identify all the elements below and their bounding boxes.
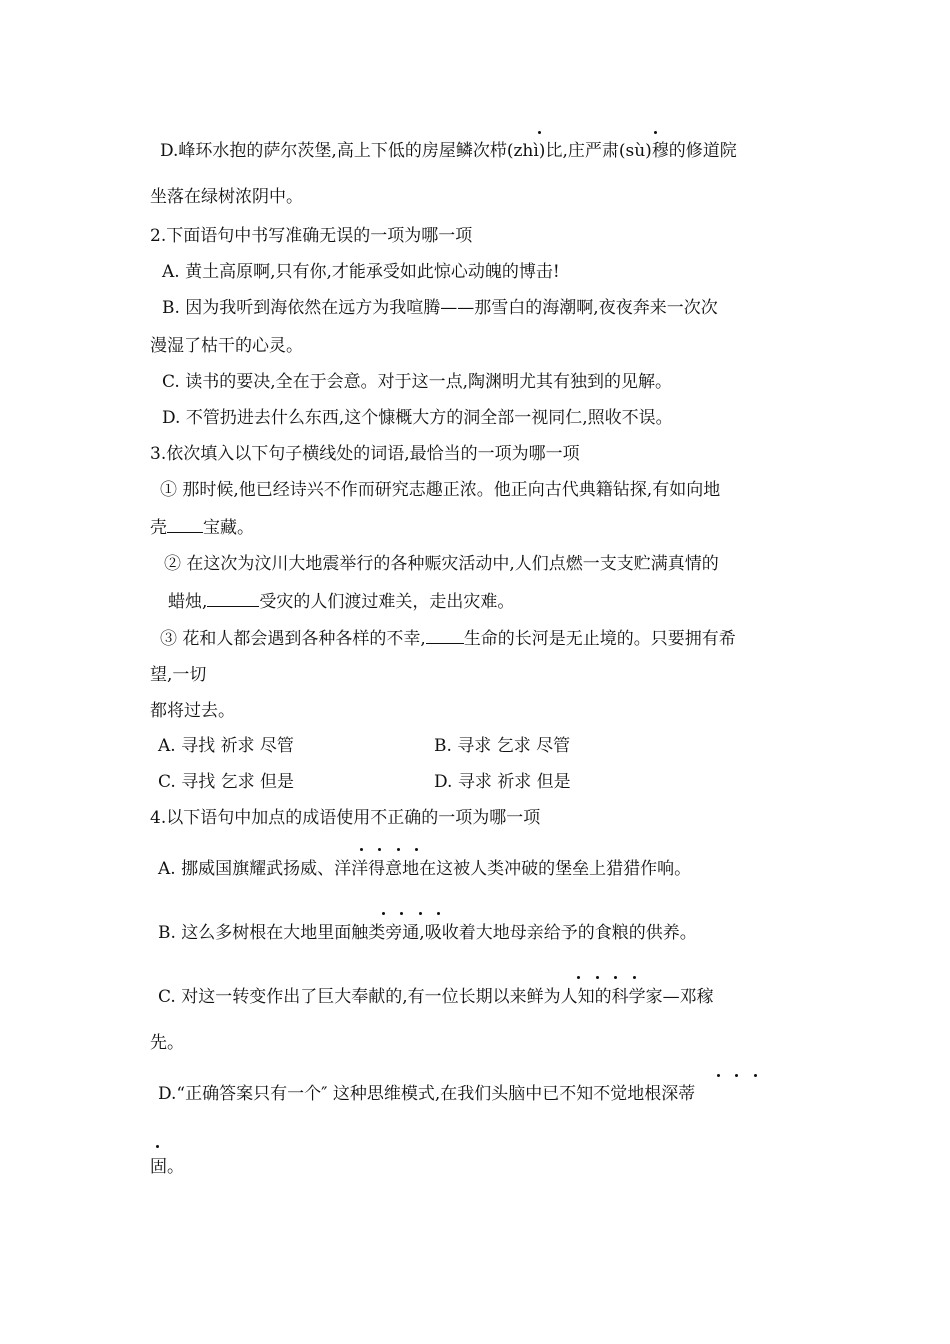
q3-option-d: D. 寻求 祈求 但是 [434,772,571,792]
q2-stem: 2.下面语句中书写准确无误的一项为哪一项 [150,226,473,246]
q4-option-b: B. 这么多树根在大地里面触类旁通,吸收着大地母亲给予的食粮的供养。 [158,923,697,943]
q3-sentence1-line1: ① 那时候,他已经诗兴不作而研究志趣正浓。他正向古代典籍钻探,有如向地 [160,480,721,500]
q3-sentence1-line2 [150,516,254,540]
fill-blank-2 [207,590,259,607]
q4-stem: 4.以下语句中加点的成语使用不正确的一项为哪一项 [150,808,541,828]
q3-sentence3-after-blank: 生命的长河是无止境的。只要拥有希 [463,629,736,649]
q1-option-d-line2: 坐落在绿树浓阴中。 [150,187,303,207]
q3-sentence2-after-blank: 受灾的人们渡过难关，走出灾难。 [259,592,515,612]
q3-sentence2-before-blank: 蜡烛, [168,592,208,612]
emphasis-dot [596,976,599,979]
q4-option-d-line2: 固。 [150,1157,184,1177]
q3-sentence3-before-blank: ③ 花和人都会遇到各种各样的不幸, [160,629,426,649]
emphasis-dot [614,976,617,979]
q3-option-a: A. 寻找 祈求 尽管 [158,736,294,756]
emphasis-dot [577,976,580,979]
emphasis-dot [437,912,440,915]
q3-option-b: B. 寻求 乞求 尽管 [434,736,571,756]
q2-option-d: D. 不管扔进去什么东西,这个慷概大方的洞全部一视同仁,照收不误。 [162,408,673,428]
emphasis-dot [378,848,381,851]
emphasis-dot [382,912,385,915]
q3-sentence1-before-blank: 壳 [150,518,167,538]
q2-option-c: C. 读书的要决,全在于会意。对于这一点,陶渊明尤其有独到的见解。 [162,372,673,392]
emphasis-dot [735,1074,738,1077]
q3-sentence2-line1: ② 在这次为汶川大地震举行的各种赈灾活动中,人们点燃一支支贮满真情的 [164,554,719,574]
q3-sentence3-line2: 望,一切 [150,665,207,685]
q4-option-c-line1: C. 对这一转变作出了巨大奉献的,有一位长期以来鲜为人知的科学家—邓稼 [158,987,714,1007]
fill-blank-3 [426,627,464,644]
q3-sentence1-after-blank: 宝藏。 [203,518,254,538]
emphasis-dot [754,1074,757,1077]
emphasis-dot [397,848,400,851]
q4-option-c-line2: 先。 [150,1033,184,1053]
q2-option-b-line2: 漫湿了枯干的心灵。 [150,336,303,356]
q3-option-c: C. 寻找 乞求 但是 [158,772,295,792]
emphasis-dot [717,1074,720,1077]
q3-stem: 3.依次填入以下句子横线处的词语,最恰当的一项为哪一项 [150,444,580,464]
q2-option-b-line1: B. 因为我听到海依然在远方为我喧腾——那雪白的海潮啊,夜夜奔来一次次 [162,298,718,318]
q1-option-d-line1: D.峰环水抱的萨尔茨堡,高上下低的房屋鳞次栉(zhì)比,庄严肃(sù)穆的修道院 [160,141,737,161]
emphasis-dot [156,1145,159,1148]
q3-sentence3-line3: 都将过去。 [150,701,235,721]
fill-blank-1 [167,516,203,533]
emphasis-dot [538,131,541,134]
emphasis-dot [400,912,403,915]
q4-option-d-line1: D.“正确答案只有一个″ 这种思维模式,在我们头脑中已不知不觉地根深蒂 [158,1084,696,1104]
emphasis-dot [419,912,422,915]
emphasis-dot [360,848,363,851]
q3-sentence3-line1 [160,627,736,651]
emphasis-dot [633,976,636,979]
q3-sentence2-line2 [168,590,514,614]
emphasis-dot [415,848,418,851]
q4-option-a: A. 挪威国旗耀武扬威、洋洋得意地在这被人类冲破的堡垒上猎猎作响。 [158,859,692,879]
emphasis-dot [654,131,657,134]
q2-option-a: A. 黄土高原啊,只有你,才能承受如此惊心动魄的博击! [162,262,560,282]
